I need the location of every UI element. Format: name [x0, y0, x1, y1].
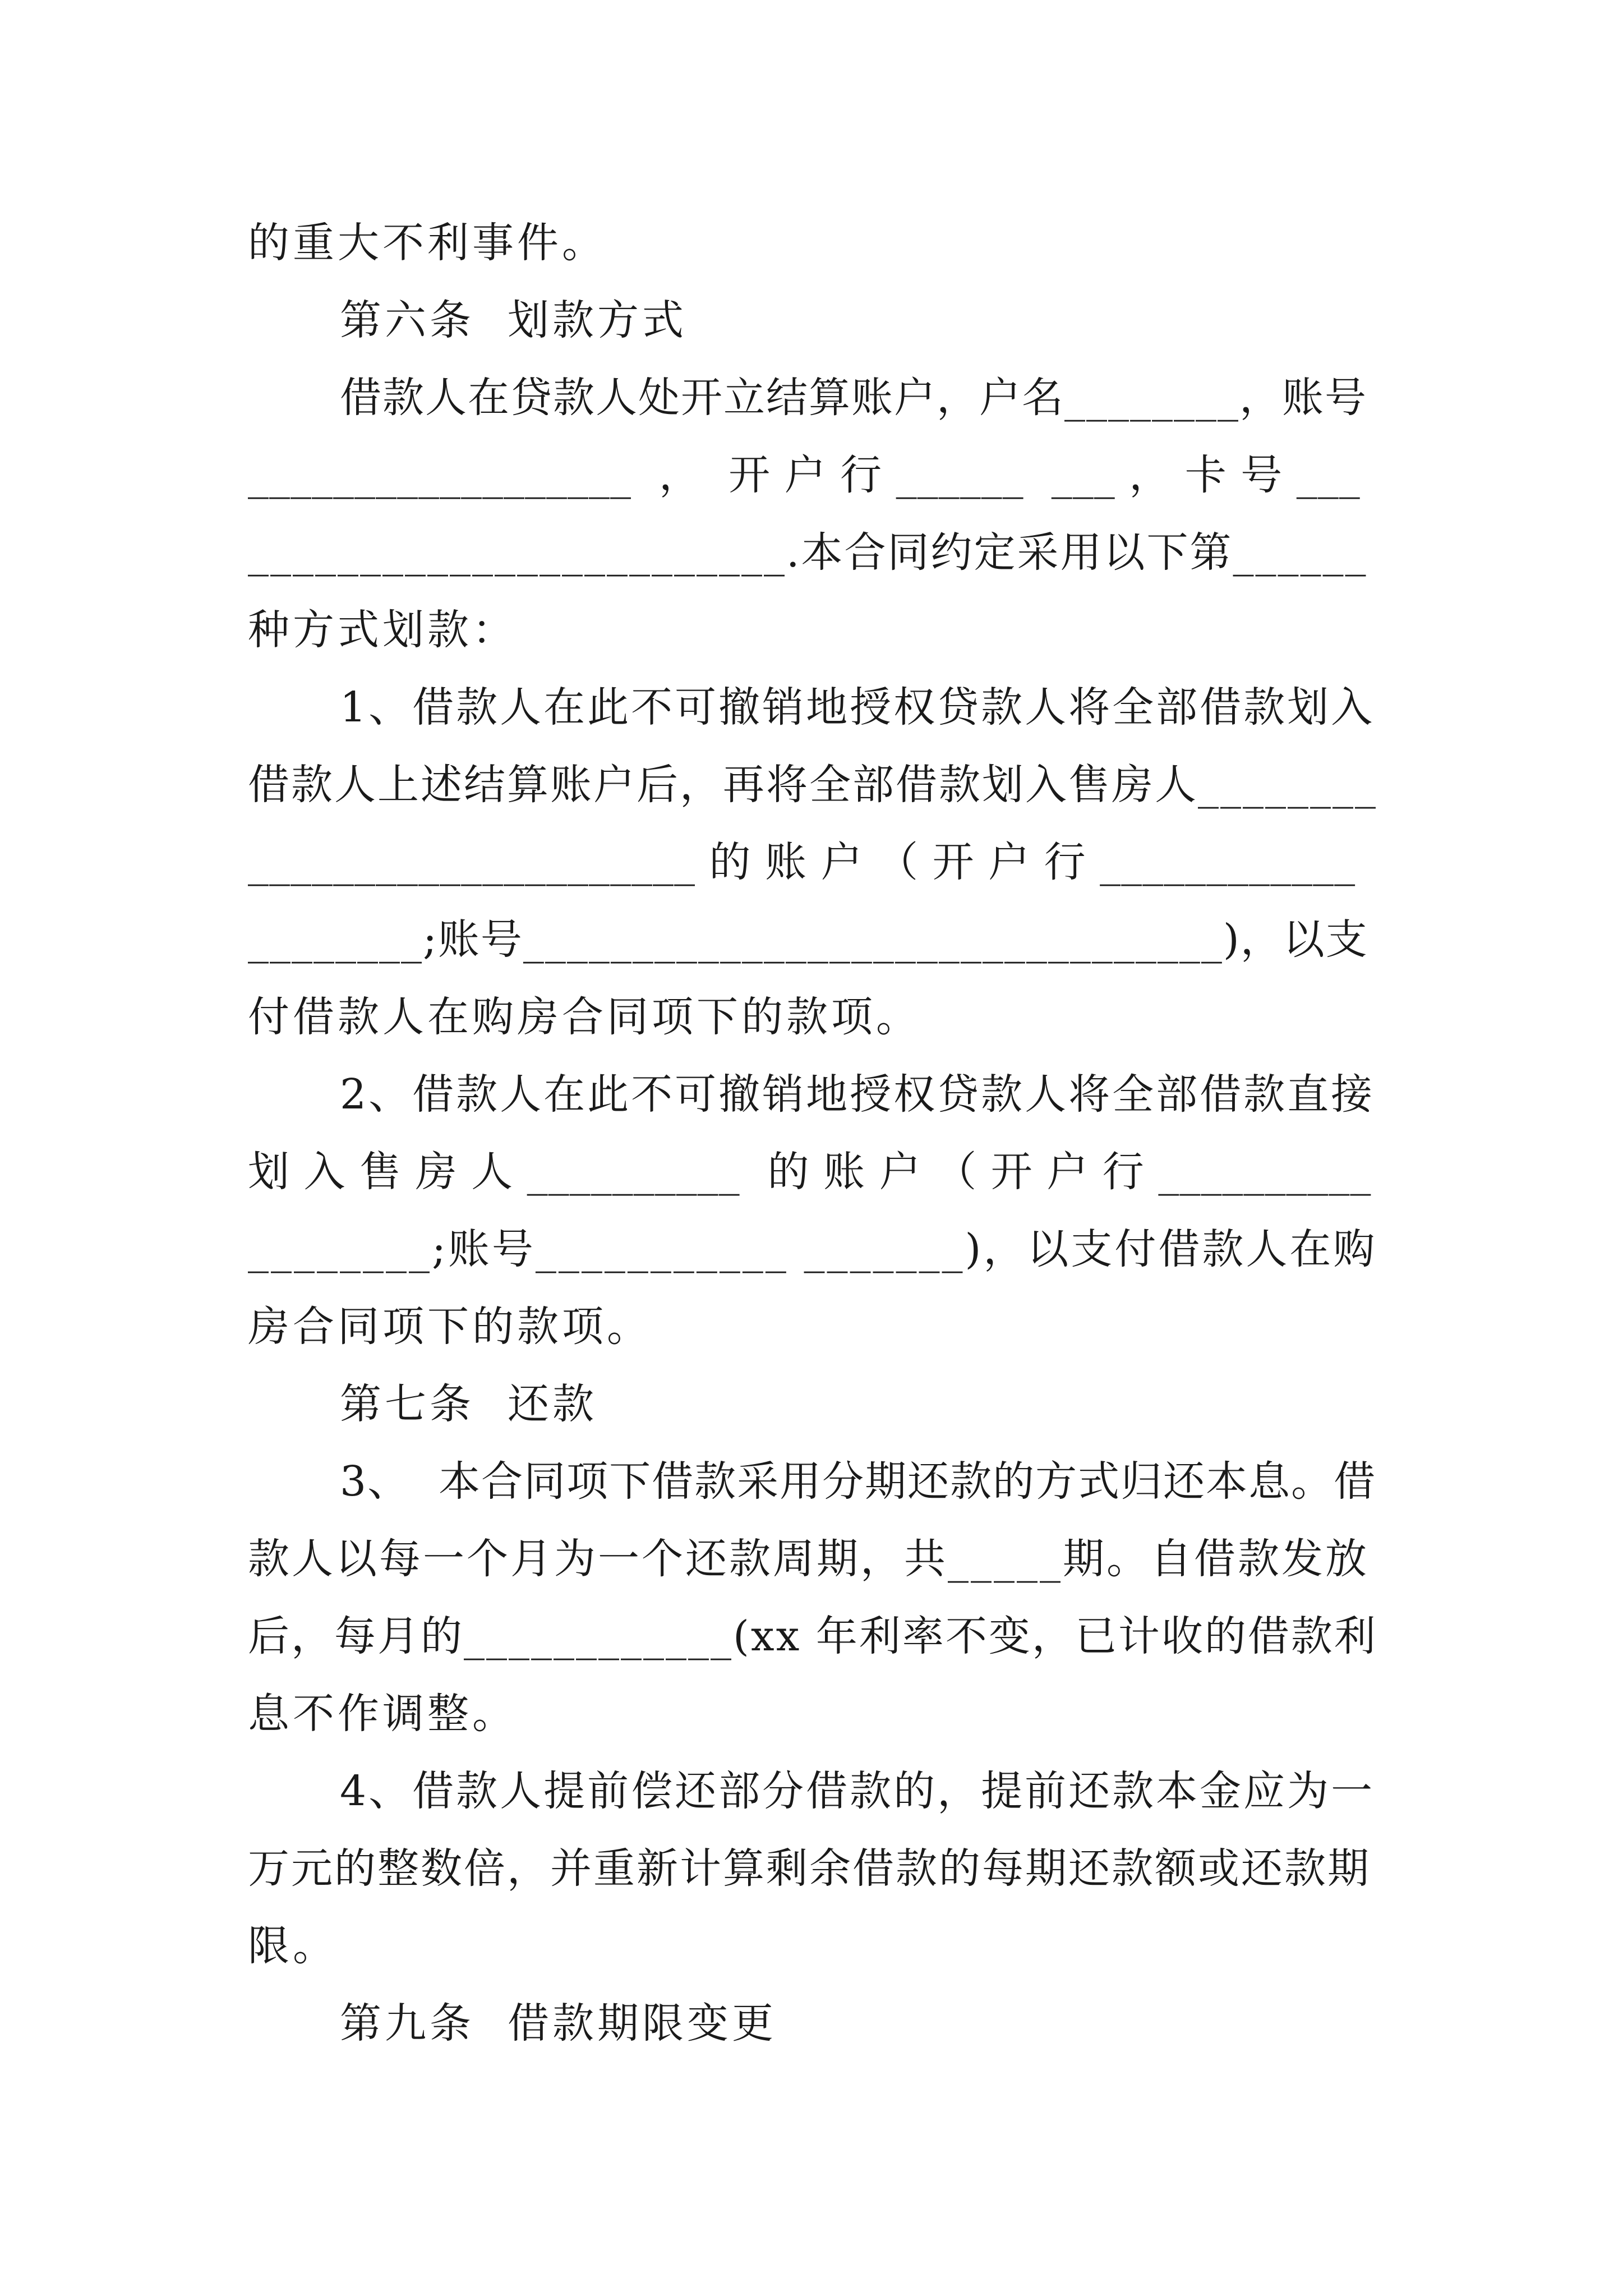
paragraph-line: _____________________ 的 账 户 （ 开 户 行 ____________ [248, 838, 1356, 886]
paragraph-line: ________________________.本合同约定采用以下第______ [248, 528, 1368, 577]
paragraph-line: 的重大不利事件。 [248, 219, 607, 267]
paragraph-line: 付借款人在购房合同项下的款项。 [248, 993, 921, 1041]
paragraph-line: 房合同项下的款项。 [248, 1303, 652, 1351]
article-9-heading: 第九条 借款期限变更 [340, 1999, 777, 2047]
article-6-heading: 第六条 划款方式 [340, 296, 688, 344]
paragraph-line: 借款人在贷款人处开立结算账户，户名________，账号 [340, 374, 1367, 422]
paragraph-line: 2、借款人在此不可撤销地授权贷款人将全部借款直接 [340, 1070, 1375, 1119]
paragraph-line: 借款人上述结算账户后，再将全部借款划入售房人________ [248, 761, 1377, 809]
paragraph-line: ________;账号________________________________)，以支 [248, 915, 1368, 964]
paragraph-line: 3、 本合同项下借款采用分期还款的方式归还本息。借 [340, 1457, 1377, 1506]
paragraph-line: 息不作调整。 [248, 1690, 517, 1738]
document-body [248, 204, 1378, 2062]
article-7-heading: 第七条 还款 [340, 1380, 598, 1428]
paragraph-line: 限。 [248, 1922, 338, 1970]
paragraph-line: 4、借款人提前偿还部分借款的，提前还款本金应为一 [340, 1767, 1375, 1815]
paragraph-line: 万元的整数倍，并重新计算剩余借款的每期还款额或还款期 [248, 1844, 1371, 1893]
paragraph-line: 后，每月的____________(xx 年利率不变，已计收的借款利 [248, 1612, 1377, 1660]
paragraph-line: __________________ ， 开 户 行 ______ ___ ， 卡 号 ___ [248, 451, 1361, 499]
paragraph-line: 款人以每一个月为一个还款周期，共_____期。自借款发放 [248, 1535, 1369, 1583]
paragraph-line: 种方式划款： [248, 606, 517, 654]
paragraph-line: ________;账号___________ _______)，以支付借款人在购 [248, 1225, 1377, 1273]
paragraph-line: 1、借款人在此不可撤销地授权贷款人将全部借款划入 [340, 683, 1375, 731]
paragraph-line: 划 入 售 房 人 __________ 的 账 户 （ 开 户 行 __________ [248, 1148, 1372, 1196]
